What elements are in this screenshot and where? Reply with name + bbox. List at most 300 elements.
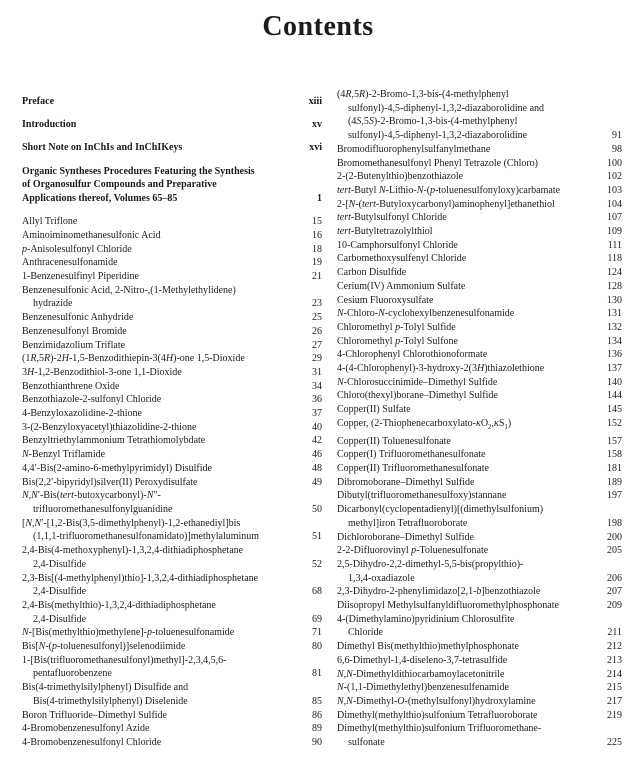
- entry-title: Anthracenesulfonamide: [22, 257, 118, 269]
- toc-entry: [22, 476, 322, 490]
- toc-entry-line: [337, 102, 622, 116]
- entry-title: Dimethyl Bis(methylthio)methylphosphonate: [337, 641, 519, 653]
- toc-entry: [337, 211, 622, 225]
- toc-entry-line: [337, 129, 622, 143]
- toc-entry-line: [337, 417, 622, 435]
- toc-entry-line: [22, 640, 322, 654]
- toc-entry-line: [337, 668, 622, 682]
- toc-entry-line: [22, 476, 322, 490]
- toc-entry-line: [22, 141, 322, 155]
- entry-page-number: 215: [607, 682, 622, 694]
- toc-entry-line: [337, 489, 622, 503]
- entry-page-number: 205: [607, 545, 622, 557]
- entry-page-number: xv: [312, 119, 322, 131]
- entry-page-number: 132: [607, 321, 622, 333]
- page-title: Contents: [262, 11, 374, 42]
- entry-page-number: 134: [607, 335, 622, 347]
- entry-page-number: 109: [607, 226, 622, 238]
- entry-title: Preface: [22, 96, 55, 107]
- entry-page-number: 81: [312, 668, 322, 680]
- toc-entry-line: [337, 198, 622, 212]
- toc-entry-line: [22, 352, 322, 366]
- toc-entry: [337, 252, 622, 266]
- toc-entry: [22, 736, 322, 750]
- entry-title: Aminoiminomethanesulfonic Acid: [22, 229, 161, 241]
- entry-page-number: 225: [607, 737, 622, 749]
- entry-page-number: 152: [607, 417, 622, 429]
- entry-title: 2,3-Bis[(4-methylphenyl)thio]-1,3,2,4-dithiadiphosphetane: [22, 572, 259, 584]
- toc-entry-line: [22, 118, 322, 132]
- entry-page-number: 31: [312, 366, 322, 378]
- entry-title: 4,4′-Bis(2-amino-6-methylpyrimidyl) Disulfide: [22, 462, 212, 474]
- toc-entry: [22, 421, 322, 435]
- toc-entry: [22, 95, 322, 109]
- entry-title: Copper(I) Trifluoromethanesulfonate: [337, 449, 486, 461]
- toc-entry: [337, 448, 622, 462]
- toc-entry: [337, 280, 622, 294]
- toc-entry: [337, 239, 622, 253]
- toc-entry-line: [22, 654, 322, 668]
- entry-page-number: 140: [607, 376, 622, 388]
- toc-entry-line: [22, 530, 322, 544]
- toc-entry: [337, 544, 622, 558]
- toc-entry-line: [22, 558, 322, 572]
- toc-entry: [22, 229, 322, 243]
- entry-title: Dimethyl(methylthio)sulfonium Tetrafluoroborate: [337, 709, 538, 721]
- entry-page-number: 52: [312, 558, 322, 570]
- entry-page-number: 16: [312, 229, 322, 241]
- toc-entry-line: [22, 243, 322, 257]
- entry-page-number: 214: [607, 668, 622, 680]
- entry-title: 2,4-Bis(4-methoxyphenyl)-1,3,2,4-dithiadiphosphetane: [22, 545, 244, 557]
- toc-entry: [337, 335, 622, 349]
- toc-entry-line: [337, 585, 622, 599]
- toc-entry-line: [22, 270, 322, 284]
- entry-title: sulfonyl)-4,5-diphenyl-1,3,2-diazaborolidine: [348, 130, 528, 142]
- entry-title: 2-(2-Butenylthio)benzothiazole: [337, 171, 464, 183]
- toc-entry-line: [22, 380, 322, 394]
- toc-entry: [337, 403, 622, 417]
- toc-entry: [22, 434, 322, 448]
- entry-page-number: 18: [312, 243, 322, 255]
- toc-entry-line: [337, 695, 622, 709]
- entry-page-number: 29: [312, 353, 322, 365]
- toc-entry: [22, 517, 322, 544]
- entry-title: 2,3-Dihydro-2-phenylimidazo[2,1-b]benzothiazole: [337, 586, 541, 598]
- toc-entry-line: [22, 599, 322, 613]
- entry-page-number: 211: [607, 627, 622, 639]
- toc-entry: [22, 407, 322, 421]
- toc-entry-line: [337, 307, 622, 321]
- entry-title: Chloro(thexyl)borane–Dimethyl Sulfide: [337, 390, 498, 402]
- entry-page-number: 157: [607, 435, 622, 447]
- entry-title: 4-Bromobenzenesulfonyl Chloride: [22, 736, 162, 748]
- toc-entry-line: [22, 462, 322, 476]
- entry-title: Chloromethyl p-Tolyl Sulfone: [337, 335, 458, 347]
- toc-entry-line: [337, 544, 622, 558]
- entry-title: 2,5-Dihydro-2,2-dimethyl-5,5-bis(propylthio)-: [337, 558, 524, 570]
- entry-title: N,N-Dimethyl-O-(methylsulfonyl)hydroxylamine: [337, 695, 536, 707]
- toc-entry: [337, 348, 622, 362]
- entry-title: Organic Syntheses Procedures Featuring the Synthesis: [22, 165, 255, 177]
- toc-entry-line: [337, 709, 622, 723]
- entry-page-number: 51: [312, 531, 322, 543]
- entry-title: Bromomethanesulfonyl Phenyl Tetrazole (Chloro): [337, 157, 539, 169]
- toc-entry: [22, 448, 322, 462]
- toc-entry-line: [337, 736, 622, 750]
- toc-entry: [337, 462, 622, 476]
- toc-entry-line: [337, 435, 622, 449]
- toc-entry: [22, 572, 322, 599]
- toc-entry-line: [22, 613, 322, 627]
- entry-title: pentafluorobenzene: [33, 668, 112, 680]
- entry-page-number: 189: [607, 476, 622, 488]
- toc-right-column: [337, 88, 622, 750]
- entry-title: 3-(2-Benzyloxyacetyl)thiazolidine-2-thione: [22, 421, 197, 433]
- toc-entry-line: [337, 476, 622, 490]
- entry-title: Benzothianthrene Oxide: [22, 380, 120, 392]
- entry-page-number: 217: [607, 695, 622, 707]
- entry-page-number: 90: [312, 736, 322, 748]
- entry-page-number: 23: [312, 298, 322, 310]
- toc-entry-line: [337, 157, 622, 171]
- toc-entry-line: [337, 722, 622, 736]
- entry-page-number: 197: [607, 490, 622, 502]
- toc-entry-line: [22, 325, 322, 339]
- entry-title: Copper(II) Sulfate: [337, 404, 411, 416]
- entry-page-number: 207: [607, 586, 622, 598]
- toc-entry-line: [22, 489, 322, 503]
- toc-entry: [337, 558, 622, 585]
- toc-entry-line: [22, 407, 322, 421]
- toc-entry: [22, 118, 322, 132]
- toc-entry: [22, 626, 322, 640]
- entry-page-number: 37: [312, 408, 322, 420]
- toc-entry-line: [337, 252, 622, 266]
- entry-title: 6,6-Dimethyl-1,4-diseleno-3,7-tetrasulfide: [337, 654, 508, 666]
- toc-entry-line: [22, 572, 322, 586]
- entry-title: 4-(Dimethylamino)pyridinium Chlorosulfite: [337, 613, 515, 625]
- column-gap: [322, 88, 337, 750]
- entry-title: 2,4-Disulfide: [33, 586, 87, 598]
- entry-title: Boron Trifluoride–Dimethyl Sulfide: [22, 709, 167, 721]
- toc-entry-line: [337, 462, 622, 476]
- toc-entry-line: [337, 599, 622, 613]
- entry-page-number: 68: [312, 586, 322, 598]
- entry-page-number: 98: [612, 143, 622, 155]
- toc-entry-line: [337, 280, 622, 294]
- entry-page-number: 85: [312, 695, 322, 707]
- toc-entry-line: [22, 178, 322, 192]
- toc-entry: [337, 489, 622, 503]
- toc-entry-line: [22, 736, 322, 750]
- toc-entry-line: [337, 626, 622, 640]
- toc-entry: [22, 366, 322, 380]
- toc-entry: [337, 143, 622, 157]
- toc-entry-line: [22, 517, 322, 531]
- toc-entry-line: [22, 215, 322, 229]
- toc-entry: [22, 270, 322, 284]
- entry-title: Bis(2,2′-bipyridyl)silver(II) Peroxydisulfate: [22, 476, 198, 488]
- toc-entry-line: [22, 709, 322, 723]
- toc-entry: [22, 311, 322, 325]
- toc-left-column: [22, 88, 322, 750]
- entry-page-number: 27: [312, 339, 322, 351]
- toc-entry: [337, 376, 622, 390]
- entry-page-number: 118: [607, 253, 622, 265]
- entry-page-number: 158: [607, 449, 622, 461]
- entry-title: 2,4-Disulfide: [33, 558, 87, 570]
- entry-title: Short Note on InChIs and InChIKeys: [22, 142, 183, 154]
- entry-title: Cerium(IV) Ammonium Sulfate: [337, 280, 466, 292]
- toc-entry-line: [22, 297, 322, 311]
- entry-page-number: 103: [607, 184, 622, 196]
- entry-page-number: 198: [607, 517, 622, 529]
- entry-title: trifluoromethanesulfonylguanidine: [33, 503, 173, 515]
- toc-entry-line: [22, 503, 322, 517]
- toc-entry: [22, 393, 322, 407]
- toc-entry-line: [337, 266, 622, 280]
- toc-entry-line: [337, 517, 622, 531]
- entry-page-number: 200: [607, 531, 622, 543]
- entry-page-number: 104: [607, 198, 622, 210]
- entry-title: 4-(4-Chlorophenyl)-3-hydroxy-2(3H)thiazolethione: [337, 363, 545, 375]
- entry-title: 2,4-Bis(methylthio)-1,3,2,4-dithiadiphosphetane: [22, 599, 216, 611]
- entry-title: Diisopropyl Methylsulfanyldifluoromethylphosphonate: [337, 600, 559, 612]
- toc-entry: [22, 722, 322, 736]
- entry-page-number: 219: [607, 709, 622, 721]
- entry-title: 4-Chlorophenyl Chlorothionoformate: [337, 349, 488, 361]
- toc-entry: [337, 435, 622, 449]
- toc-entry-line: [337, 503, 622, 517]
- toc-entry-line: [22, 192, 322, 206]
- toc-entry-line: [337, 613, 622, 627]
- entry-title: Benzenesulfonic Acid, 2-Nitro-,(1-Methylethylidene): [22, 284, 236, 296]
- entry-title: hydrazide: [33, 298, 73, 310]
- toc-entry-line: [337, 654, 622, 668]
- entry-title: Dimethyl(methylthio)sulfonium Trifluoromethane-: [337, 723, 542, 735]
- entry-title: Allyl Triflone: [22, 216, 78, 228]
- entry-page-number: 34: [312, 380, 322, 392]
- toc-entry-line: [337, 225, 622, 239]
- entry-title: N,N-Dimethyldithiocarbamoylacetonitrile: [337, 668, 505, 680]
- entry-page-number: 15: [312, 216, 322, 228]
- entry-title: methyl]iron Tetrafluoroborate: [348, 517, 468, 529]
- toc-entry: [337, 503, 622, 530]
- entry-page-number: 111: [607, 239, 622, 251]
- entry-title: Dibutyl(trifluoromethanesulfoxy)stannane: [337, 490, 507, 502]
- toc-entry-line: [22, 544, 322, 558]
- entry-title: 4-Benzyloxazolidine-2-thione: [22, 408, 142, 420]
- entry-title: 2-2-Difluorovinyl p-Toluenesulfonate: [337, 545, 489, 557]
- toc-entry: [22, 352, 322, 366]
- entry-page-number: 212: [607, 641, 622, 653]
- entry-page-number: 131: [607, 308, 622, 320]
- entry-page-number: 213: [607, 654, 622, 666]
- toc-entry: [22, 681, 322, 708]
- toc-entry-line: [337, 184, 622, 198]
- toc-entry-line: [337, 294, 622, 308]
- entry-page-number: 137: [607, 363, 622, 375]
- toc-entry: [22, 599, 322, 626]
- toc-entry-line: [337, 115, 622, 129]
- entry-page-number: 80: [312, 641, 322, 653]
- entry-title: sulfonate: [348, 737, 385, 749]
- toc-entry-line: [22, 626, 322, 640]
- entry-title: N,N′-Bis(tert-butoxycarbonyl)-N″-: [22, 490, 161, 502]
- toc-entry-line: [22, 311, 322, 325]
- toc-entry: [22, 165, 322, 206]
- toc-entry: [337, 599, 622, 613]
- entry-title: (4R,5R)-2-Bromo-1,3-bis-(4-methylphenyl: [337, 89, 509, 100]
- entry-title: Bis(4-trimethylsilylphenyl) Diselenide: [33, 695, 188, 707]
- entry-page-number: 1: [317, 193, 322, 205]
- left-entry-list: [22, 215, 322, 749]
- toc-entry: [22, 325, 322, 339]
- entry-title: sulfonyl)-4,5-diphenyl-1,3,2-diazaborolidine and: [348, 102, 545, 114]
- toc-entry-line: [22, 421, 322, 435]
- toc-entry-line: [22, 366, 322, 380]
- entry-page-number: 130: [607, 294, 622, 306]
- entry-title: Dibromoborane–Dimethyl Sulfide: [337, 476, 475, 488]
- toc-entry-line: [22, 339, 322, 353]
- entry-page-number: 19: [312, 257, 322, 269]
- entry-page-number: 48: [312, 462, 322, 474]
- entry-page-number: 181: [607, 462, 622, 474]
- toc-entry: [337, 294, 622, 308]
- toc-entry: [22, 141, 322, 155]
- entry-page-number: xiii: [308, 96, 322, 107]
- toc-entry: [337, 389, 622, 403]
- entry-page-number: 145: [607, 404, 622, 416]
- entry-title: 1,3,4-oxadiazole: [348, 572, 415, 584]
- toc-entry: [337, 88, 622, 143]
- toc-entry-line: [22, 165, 322, 179]
- entry-title: N-(1,1-Dimethylethyl)benzenesulfenamide: [337, 682, 509, 694]
- entry-page-number: 89: [312, 723, 322, 735]
- toc-entry: [337, 585, 622, 599]
- entry-page-number: 26: [312, 325, 322, 337]
- toc-entry-line: [337, 170, 622, 184]
- entry-title: 1-Benzenesulfinyl Piperidine: [22, 271, 139, 283]
- toc-entry-line: [337, 558, 622, 572]
- toc-entry-line: [337, 88, 622, 102]
- toc-entry: [337, 681, 622, 695]
- toc-entry-line: [22, 681, 322, 695]
- entry-title: 10-Camphorsulfonyl Chloride: [337, 239, 458, 251]
- entry-title: (1R,5R)-2H-1,5-Benzodithiepin-3(4H)-one 1,5-Dioxide: [22, 353, 245, 365]
- entry-page-number: 21: [312, 271, 322, 283]
- entry-title: Cesium Fluoroxysulfate: [337, 294, 434, 306]
- toc-entry-line: [337, 376, 622, 390]
- entry-title: Dichloroborane–Dimethyl Sulfide: [337, 531, 474, 543]
- entry-page-number: 86: [312, 709, 322, 721]
- entry-page-number: 46: [312, 449, 322, 461]
- toc-entry-line: [337, 403, 622, 417]
- toc-entry: [337, 531, 622, 545]
- toc-entry-line: [337, 335, 622, 349]
- toc-entry: [337, 362, 622, 376]
- toc-entry-line: [337, 211, 622, 225]
- entry-page-number: 42: [312, 435, 322, 447]
- toc-entry: [337, 640, 622, 654]
- entry-page-number: 69: [312, 613, 322, 625]
- entry-page-number: 107: [607, 212, 622, 224]
- entry-page-number: 144: [607, 390, 622, 402]
- toc-entry-line: [22, 393, 322, 407]
- entry-title: N-[Bis(methylthio)methylene]-p-toluenesulfonamide: [22, 627, 235, 639]
- toc-entry-line: [337, 362, 622, 376]
- entry-title: Benzothiazole-2-sulfonyl Chloride: [22, 394, 162, 406]
- toc-entry: [337, 157, 622, 171]
- toc-entry: [337, 184, 622, 198]
- entry-page-number: 71: [312, 627, 322, 639]
- entry-title: Bis[N-(p-toluenesulfonyl)]selenodiimide: [22, 641, 186, 653]
- toc-entry-line: [22, 722, 322, 736]
- entry-title: Benzyltriethylammonium Tetrathiomolybdate: [22, 435, 206, 447]
- toc-entry-line: [337, 448, 622, 462]
- entry-title: 2-[N-(tert-Butyloxycarbonyl)aminophenyl]ethanethiol: [337, 198, 555, 210]
- toc-entry-line: [22, 585, 322, 599]
- toc-entry: [337, 695, 622, 709]
- entry-page-number: 91: [612, 130, 622, 142]
- toc-entry: [337, 476, 622, 490]
- toc-entry-line: [337, 239, 622, 253]
- entry-title: Applications thereof, Volumes 65–85: [22, 193, 178, 205]
- toc-entry: [337, 225, 622, 239]
- toc-entry-line: [22, 667, 322, 681]
- entry-title: Introduction: [22, 119, 77, 131]
- toc-entry: [22, 243, 322, 257]
- toc-entry: [22, 544, 322, 571]
- toc-entry-line: [22, 229, 322, 243]
- entry-title: Carbon Disulfide: [337, 267, 407, 279]
- toc-entry: [337, 417, 622, 435]
- entry-title: 4-Bromobenzenesulfonyl Azide: [22, 723, 150, 735]
- entry-page-number: 102: [607, 171, 622, 183]
- toc-entry-line: [337, 348, 622, 362]
- toc-entry-line: [337, 321, 622, 335]
- entry-title: Chloride: [348, 627, 383, 639]
- entry-title: [N,N′-[1,2-Bis(3,5-dimethylphenyl)-1,2-ethanediyl]bis: [22, 517, 241, 529]
- toc-entry-line: [337, 531, 622, 545]
- toc-entry: [337, 709, 622, 723]
- toc-entry-line: [22, 256, 322, 270]
- entry-title: Chloromethyl p-Tolyl Sulfide: [337, 321, 456, 333]
- entry-title: N-Chloro-N-cyclohexylbenzenesulfonamide: [337, 308, 515, 320]
- toc-entry: [337, 668, 622, 682]
- toc-entry: [22, 709, 322, 723]
- toc-entry-line: [22, 95, 322, 109]
- entry-title: (1,1,1-trifluoromethanesulfonamidato)]methylaluminum: [33, 531, 260, 543]
- entry-title: Benzenesulfonyl Bromide: [22, 325, 127, 337]
- toc-entry-line: [337, 681, 622, 695]
- entry-title: N-Benzyl Triflamide: [22, 449, 106, 461]
- toc-entry-line: [337, 143, 622, 157]
- toc-entry-line: [22, 434, 322, 448]
- toc-entry: [22, 654, 322, 681]
- toc-entry-line: [22, 695, 322, 709]
- entry-title: Copper(II) Trifluoromethanesulfonate: [337, 462, 489, 474]
- toc-entry: [22, 284, 322, 311]
- toc-entry-line: [22, 448, 322, 462]
- entry-title: of Organosulfur Compounds and Preparative: [22, 179, 217, 191]
- toc-entry: [337, 722, 622, 749]
- toc-entry-line: [337, 640, 622, 654]
- entry-title: tert-Butyltetrazolylthiol: [337, 226, 433, 238]
- entry-page-number: xvi: [309, 142, 322, 154]
- toc-entry-line: [337, 389, 622, 403]
